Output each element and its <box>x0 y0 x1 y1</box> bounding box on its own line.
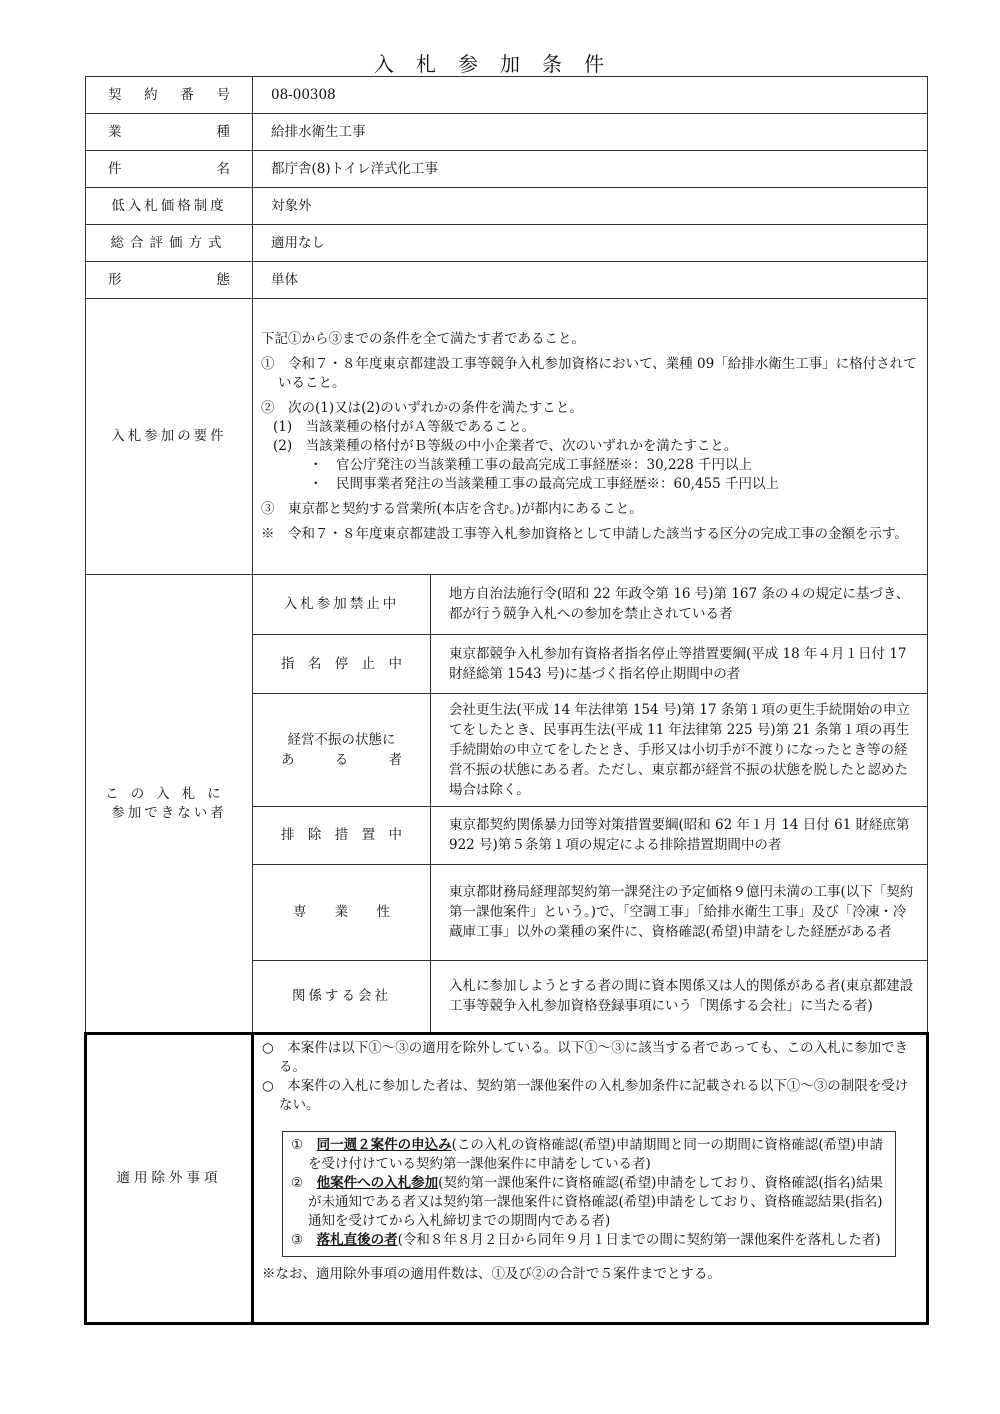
value-comprehensive: 適用なし <box>253 225 928 262</box>
ineligible-text-5: 東京都財務局経理部契約第一課発注の予定価格９億円未満の工事(以下「契約第一課他案件」という。)で、「空調工事」「給排水衛生工事」及び「冷凍・冷蔵庫工事」以外の業種の案件に、資格確認(希望)申請をした経歴がある者 <box>431 864 928 960</box>
req-intro: 下記①から③までの条件を全て満たす者であること。 <box>261 330 585 347</box>
ineligible-label-6: 関係する会社 <box>253 960 431 1032</box>
row-ineligible <box>86 575 928 1034</box>
ineligible-label-3: 経営不振の状態に あ る 者 <box>253 693 431 806</box>
ineligible-text-1: 地方自治法施行令(昭和 22 年政令第 16 号)第 167 条の４の規定に基づき、都が行う競争入札への参加を禁止されている者 <box>431 575 928 634</box>
row-requirements <box>86 299 928 575</box>
label-low-bid: 低入札価格制度 <box>86 188 253 225</box>
label-ineligible: この入札に 参加できない者 <box>86 575 253 1034</box>
page-title: 入札参加条件 <box>374 52 626 76</box>
req-item-2-2: (2) 当該業種の格付がＢ等級の中小企業者で、次のいずれかを満たすこと。 <box>273 437 738 454</box>
ineligible-label-1: 入札参加禁止中 <box>253 575 431 634</box>
ineligible-label-5: 専 業 性 <box>293 904 390 920</box>
row-exclusions <box>86 1034 928 1324</box>
value-form: 単体 <box>253 262 928 299</box>
exclusion-item-3: ③ 落札直後の者(令和８年８月２日から同年９月１日までの間に契約第一課他案件を落札した者) <box>291 1232 881 1248</box>
value-industry: 給排水衛生工事 <box>253 114 928 151</box>
req-item-1: ① 令和７・８年度東京都建設工事等競争入札参加資格において、業種 09「給排水衛生工事」に格付されていること。 <box>261 355 917 391</box>
exclusion-box <box>282 1131 896 1257</box>
label-exclusions: 適用除外事項 <box>86 1034 253 1324</box>
exclusion-item-1: ① 同一週２案件の申込み(この入札の資格確認(希望)申請期間と同一の期間に資格確認(希望)申請を受け付けている契約第一課他案件に申請をしている者) <box>291 1137 883 1172</box>
ineligible-table <box>253 575 927 1032</box>
row-form <box>86 262 928 299</box>
req-item-2-1: (1) 当該業種の格付がＡ等級であること。 <box>273 418 536 435</box>
value-case-name: 都庁舎(8)トイレ洋式化工事 <box>253 151 928 188</box>
exclusion-p2: ○ 本案件の入札に参加した者は、契約第一課他案件の入札参加条件に記載される以下①～③の制限を受けない。 <box>262 1078 909 1113</box>
exclusions-body <box>253 1034 928 1324</box>
label-contract-no: 契 約 番 号 <box>108 86 230 103</box>
req-item-3: ③ 東京都と契約する営業所(本店を含む。)が都内にあること。 <box>261 500 643 517</box>
ineligible-item <box>253 806 927 864</box>
ineligible-text-2: 東京都競争入札参加有資格者指名停止等措置要綱(平成 18 年４月１日付 17 財経総第 1543 号)に基づく指名停止期間中の者 <box>431 634 928 693</box>
req-item-2-2-b: ・ 民間事業者発注の当該業種工事の最高完成工事経歴※：60,455 千円以上 <box>309 475 780 492</box>
value-contract-no: 08-00308 <box>253 77 928 114</box>
req-item-2-2-a: ・ 官公庁発注の当該業種工事の最高完成工事経歴※：30,228 千円以上 <box>309 456 753 473</box>
label-case-name: 件 名 <box>108 160 230 177</box>
row-industry <box>86 114 928 151</box>
row-low-bid <box>86 188 928 225</box>
ineligible-item <box>253 693 927 806</box>
ineligible-label-4: 排 除 措 置 中 <box>281 827 402 843</box>
label-requirements: 入札参加の要件 <box>86 299 253 575</box>
ineligible-text-4: 東京都契約関係暴力団等対策措置要綱(昭和 62 年１月 14 日付 61 財経庶第 922 号)第５条第１項の規定による排除措置期間中の者 <box>431 806 928 864</box>
exclusion-p1: ○ 本案件は以下①～③の適用を除外している。以下①～③に該当する者であっても、この入札に参加できる。 <box>262 1040 909 1075</box>
row-comprehensive <box>86 225 928 262</box>
row-case-name <box>86 151 928 188</box>
exclusion-footnote: ※なお、適用除外事項の適用件数は、①及び②の合計で５案件までとする。 <box>262 1266 721 1282</box>
label-industry: 業 種 <box>108 123 230 140</box>
ineligible-label-2: 指 名 停 止 中 <box>281 655 402 672</box>
value-low-bid: 対象外 <box>253 188 928 225</box>
req-item-2: ② 次の(1)又は(2)のいずれかの条件を満たすこと。 <box>261 399 583 416</box>
ineligible-item <box>253 864 927 960</box>
ineligible-item <box>253 575 927 634</box>
conditions-table <box>84 76 929 1325</box>
req-note: ※ 令和７・８年度東京都建設工事等入札参加資格として申請した該当する区分の完成工事の金額を示す。 <box>261 525 908 542</box>
ineligible-item <box>253 634 927 693</box>
exclusion-item-2: ② 他案件への入札参加(契約第一課他案件に資格確認(希望)申請をしており、資格確認(指名)結果が未通知である者又は契約第一課他案件に資格確認(希望)申請をしており、資格確認結果(指名)通知を受けてから入札締切までの期間内である者) <box>291 1175 883 1229</box>
label-comprehensive: 総合評価方式 <box>86 225 253 262</box>
ineligible-text-6: 入札に参加しようとする者の間に資本関係又は人的関係がある者(東京都建設工事等競争入札参加資格登録事項にいう「関係する会社」に当たる者) <box>449 978 914 1015</box>
row-contract-no <box>86 77 928 114</box>
ineligible-item <box>253 960 927 1032</box>
ineligible-text-3: 会社更生法(平成 14 年法律第 154 号)第 17 条第１項の更生手続開始の申立てをしたとき、民事再生法(平成 11 年法律第 225 号)第 21 条第１項の再生手続開始の申立てをしたとき、手形又は小切手が不渡りになったとき等の経営不振の状態にある者。ただし、東京都が経営不振の状態を脱したと認めた場合は除く。 <box>431 693 928 806</box>
label-form: 形 態 <box>108 271 230 288</box>
requirements-body <box>253 299 928 575</box>
